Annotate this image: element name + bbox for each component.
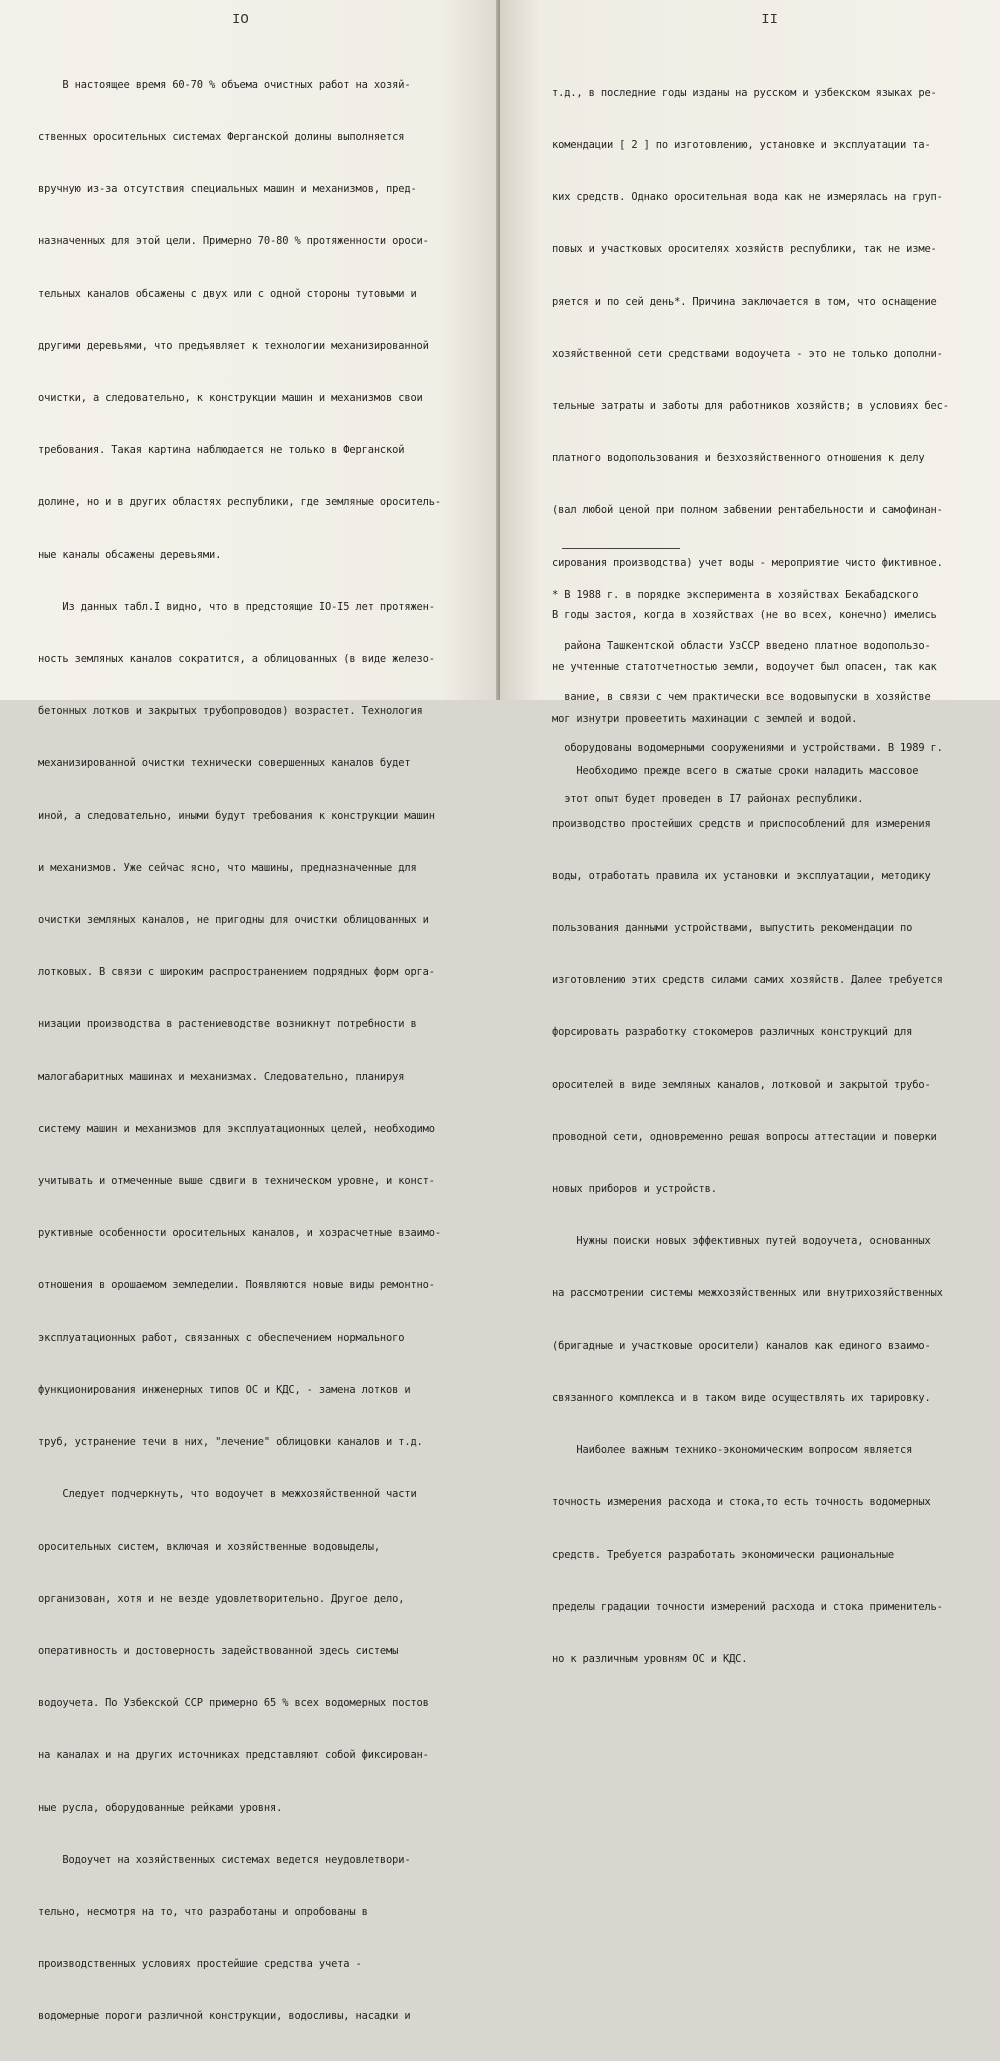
text-line: Нужны поиски новых эффективных путей водоучета, основанных (552, 1235, 931, 1248)
text-line: Водоучет на хозяйственных системах ведется неудовлетвори- (38, 1853, 411, 1866)
text-line: Из данных табл.I видно, что в предстоящие IO-I5 лет протяжен- (38, 600, 435, 613)
text-line: ные русла, оборудованные рейками уровня. (38, 1801, 283, 1814)
text-line: форсировать разработку стокомеров различных конструкций для (552, 1026, 913, 1039)
text-line: ких средств. Однако оросительная вода как не измерялась на груп- (552, 191, 943, 204)
text-line: труб, устранение течи в них, "лечение" облицовки каналов и т.д. (38, 1436, 423, 1449)
text-line: ряется и по сей день*. Причина заключается в том, что оснащение (552, 295, 937, 308)
text-line: тельные затраты и заботы для работников хозяйств; в условиях бес- (552, 400, 949, 413)
page-number: IO (232, 12, 249, 28)
text-line: оросителей в виде земляных каналов, лотковой и закрытой трубо- (552, 1078, 931, 1091)
text-line: отношения в орошаемом земледелии. Появляются новые виды ремонтно- (38, 1279, 435, 1292)
text-line: организован, хотя и не везде удовлетворительно. Другое дело, (38, 1592, 405, 1605)
text-line: точность измерения расхода и стока,то есть точность водомерных (552, 1496, 931, 1509)
text-line: пределы градации точности измерений расхода и стока применитель- (552, 1600, 943, 1613)
text-line: водомерные пороги различной конструкции, водосливы, насадки и (38, 2010, 411, 2023)
page-number: II (761, 12, 778, 28)
text-line: учитывать и отмеченные выше сдвиги в техническом уровне, и конст- (38, 1175, 435, 1188)
text-line: низации производства в растениеводстве возникнут потребности в (38, 1018, 417, 1031)
text-line: другими деревьями, что предъявляет к технологии механизированной (38, 339, 429, 352)
text-line: воды, отработать правила их установки и эксплуатации, методику (552, 869, 931, 882)
text-line: платного водопользования и безхозяйственного отношения к делу (552, 452, 925, 465)
text-line: (бригадные и участковые оросители) каналов как единого взаимо- (552, 1339, 931, 1352)
text-line: и механизмов. Уже сейчас ясно, что машины, предназначенные для (38, 861, 417, 874)
text-line: средств. Требуется разработать экономически рациональные (552, 1548, 894, 1561)
text-line: Наиболее важным технико-экономическим вопросом является (552, 1444, 913, 1457)
text-line: хозяйственной сети средствами водоучета - это не только дополни- (552, 347, 943, 360)
footnote-line: района Ташкентской области УзССР введено платное водопользо- (552, 640, 931, 652)
text-line: мог изнутри провеетить махинации с землей и водой. (552, 713, 858, 726)
right-page-body (552, 50, 992, 1703)
text-line: ные каналы обсажены деревьями. (38, 548, 222, 561)
text-line: оросительных систем, включая и хозяйственные водовыделы, (38, 1540, 380, 1553)
text-line: очистки земляных каналов, не пригодны для очистки облицованных и (38, 914, 429, 927)
text-line: лотковых. В связи с широким распространением подрядных форм орга- (38, 966, 435, 979)
text-line: Необходимо прежде всего в сжатые сроки наладить массовое (552, 765, 919, 778)
text-line: функционирования инженерных типов ОС и КДС, - замена лотков и (38, 1383, 411, 1396)
text-line: систему машин и механизмов для эксплуатационных целей, необходимо (38, 1122, 435, 1135)
text-line: водоучета. По Узбекской ССР примерно 65 % всех водомерных постов (38, 1697, 429, 1710)
text-line: не учтенные статотчетностью земли, водоучет был опасен, так как (552, 661, 937, 674)
footnote-line: этот опыт будет проведен в I7 районах республики. (552, 793, 864, 805)
text-line: новых приборов и устройств. (552, 1183, 717, 1196)
text-line: производство простейших средств и приспособлений для измерения (552, 817, 931, 830)
footnote (552, 553, 943, 842)
text-line: на каналах и на других источниках представляют собой фиксирован- (38, 1749, 429, 1762)
text-line: иной, а следовательно, иными будут требования к конструкции машин (38, 809, 435, 822)
text-line: руктивные особенности оросительных каналов, и хозрасчетные взаимо- (38, 1227, 441, 1240)
text-line: комендации [ 2 ] по изготовлению, установке и эксплуатации та- (552, 139, 931, 152)
text-line: но к различным уровням ОС и КДС. (552, 1652, 748, 1665)
text-line: требования. Такая картина наблюдается не только в Ферганской (38, 444, 405, 457)
text-line: (вал любой ценой при полном забвении рентабельности и самофинан- (552, 504, 943, 517)
footnote-divider (562, 548, 680, 549)
text-line: сирования производства) учет воды - мероприятие чисто фиктивное. (552, 556, 943, 569)
text-line: бетонных лотков и закрытых трубопроводов) возрастет. Технология (38, 705, 423, 718)
text-line: В настоящее время 60-70 % объема очистных работ на хозяй- (38, 78, 411, 91)
text-line: на рассмотрении системы межхозяйственных или внутрихозяйственных (552, 1287, 943, 1300)
text-line: эксплуатационных работ, связанных с обеспечением нормального (38, 1331, 405, 1344)
text-line: Следует подчеркнуть, что водоучет в межхозяйственной части (38, 1488, 417, 1501)
left-page-body (38, 42, 488, 2061)
text-line: связанного комплекса и в таком виде осуществлять их тарировку. (552, 1391, 931, 1404)
text-line: проводной сети, одновременно решая вопросы аттестации и поверки (552, 1130, 937, 1143)
text-line: тельно, несмотря на то, что разработаны и опробованы в (38, 1905, 368, 1918)
right-page (500, 0, 1000, 1665)
text-line: механизированной очистки технически совершенных каналов будет (38, 757, 411, 770)
text-line: малогабаритных машинах и механизмах. Следовательно, планируя (38, 1070, 405, 1083)
text-line: назначенных для этой цели. Примерно 70-80 % протяженности ороси- (38, 235, 429, 248)
text-line: тельных каналов обсажены с двух или с одной стороны тутовыми и (38, 287, 417, 300)
text-line: производственных условиях простейшие средства учета - (38, 1958, 362, 1971)
text-line: т.д., в последние годы изданы на русском и узбекском языках ре- (552, 86, 937, 99)
text-line: оперативность и достоверность задействованной здесь системы (38, 1644, 399, 1657)
footnote-line: вание, в связи с чем практически все водовыпуски в хозяйстве (552, 691, 931, 703)
left-page (0, 0, 500, 2023)
text-line: ность земляных каналов сократится, а облицованных (в виде железо- (38, 653, 435, 666)
text-line: пользования данными устройствами, выпустить рекомендации по (552, 922, 913, 935)
text-line: вручную из-за отсутствия специальных машин и механизмов, пред- (38, 183, 417, 196)
footnote-line: оборудованы водомерными сооружениями и устройствами. В 1989 г. (552, 742, 943, 754)
text-line: В годы застоя, когда в хозяйствах (не во всех, конечно) имелись (552, 608, 937, 621)
text-line: долине, но и в других областях республики, где земляные ороситель- (38, 496, 441, 509)
footnote-line: * В 1988 г. в порядке эксперимента в хозяйствах Бекабадского (552, 589, 919, 601)
text-line: очистки, а следовательно, к конструкции машин и механизмов свои (38, 392, 423, 405)
text-line: повых и участковых оросителях хозяйств республики, так не изме- (552, 243, 937, 256)
text-line: изготовлению этих средств силами самих хозяйств. Далее требуется (552, 974, 943, 987)
text-line: ственных оросительных системах Ферганской долины выполняется (38, 131, 405, 144)
